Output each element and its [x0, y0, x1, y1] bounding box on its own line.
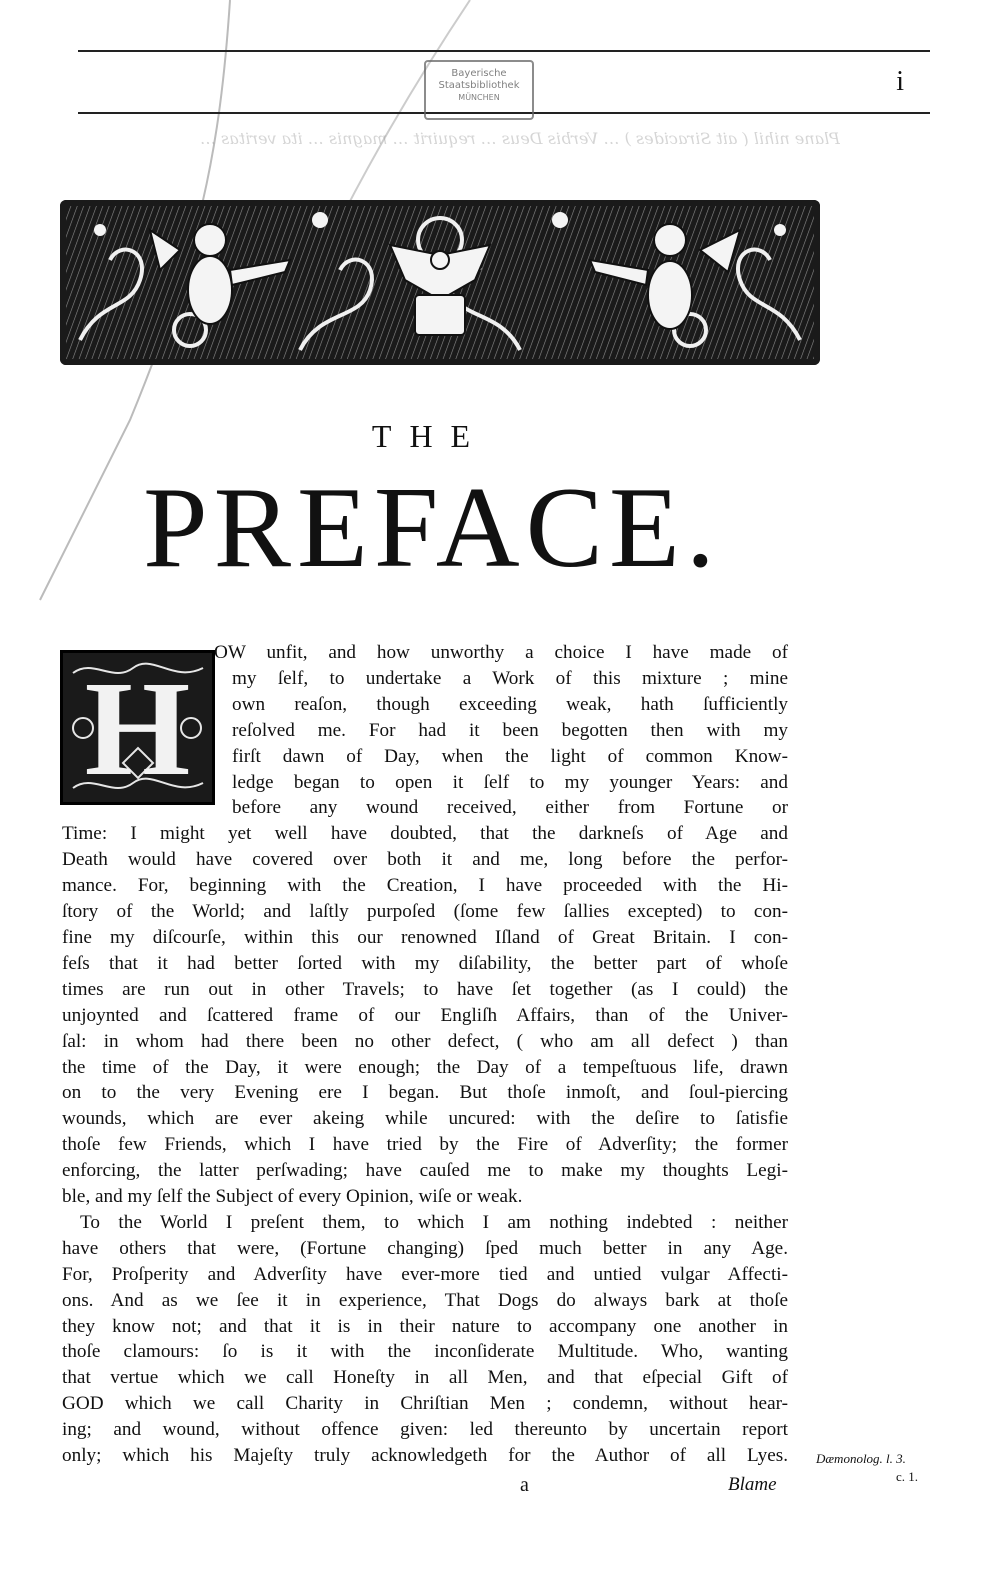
text-line: Death would have covered over both it and me, long before the perfor-	[62, 849, 788, 871]
text-line: fine my diſcourſe, within this our renowned Iſland of Great Britain. I con-	[62, 926, 788, 948]
woodcut-headpiece-icon	[60, 200, 820, 365]
text-line: mance. For, beginning with the Creation, I have proceeded with the Hi-	[62, 875, 788, 897]
text-line: thoſe few Friends, which I have tried by the Fire of Adverſity; the former	[62, 1134, 788, 1156]
page-number: i	[896, 66, 904, 97]
text-line: only; which his Majeſty truly acknowledgeth for the Author of all Lyes.	[62, 1445, 788, 1467]
title-the: THE	[371, 418, 489, 454]
margin-note-chapter: c. 1.	[896, 1469, 919, 1484]
text-line: firſt dawn of Day, when the light of common Know-	[232, 745, 788, 767]
stamp-line: MÜNCHEN	[458, 93, 500, 102]
text-line: before any wound received, either from Fortune or	[232, 797, 788, 819]
text-line: Time: I might yet well have doubted, that the darkneſs of Age and	[62, 823, 788, 845]
library-stamp	[424, 60, 534, 120]
preface-body	[62, 640, 788, 1469]
text-line: OW unfit, and how unworthy a choice I have made of	[214, 642, 788, 663]
text-line: ledge began to open it ſelf to my younger Years: and	[232, 771, 788, 793]
text-line: they know not; and that it is in their nature to accompany one another in	[62, 1315, 788, 1337]
text-line: ble, and my ſelf the Subject of every Opinion, wiſe or weak.	[62, 1186, 523, 1208]
stamp-line: Bayerische	[451, 68, 507, 79]
text-line: reſolved me. For had it been begotten then with my	[232, 719, 788, 741]
margin-note-source: Dæmonolog. l. 3.	[816, 1451, 906, 1466]
text-line: thoſe clamours: ſo is it with the inconſiderate Multitude. Who, wanting	[62, 1341, 788, 1363]
text-line: ſtory of the World; and laſtly purpoſed (ſome few ſallies excepted) to con-	[62, 901, 788, 923]
text-line: feſs that it had better ſorted with my diſability, the better part of whoſe	[62, 952, 788, 974]
bleed-through-text: Plane nihil ( ait Siracides ) … Verbis Deus … requirit … magnis … ita veritas …	[199, 129, 840, 148]
catchword: Blame	[728, 1474, 777, 1495]
text-line: To the World I preſent them, to which I am nothing indebted : neither	[80, 1211, 788, 1233]
text-line: own reaſon, though exceeding weak, hath ſufficiently	[232, 693, 788, 715]
text-line: ſal: in whom had there been no other defect, ( who am all defect ) than	[62, 1030, 788, 1052]
header-rule-top	[78, 50, 930, 52]
dropcap-letter: H	[84, 654, 191, 804]
text-line: times are run out in other Travels; to have ſet together (as I could) the	[62, 978, 788, 1000]
text-line: ons. And as we ſee it in experience, That Dogs do always bark at thoſe	[62, 1289, 788, 1311]
text-line: For, Proſperity and Adverſity have ever-more tied and untied vulgar Affecti-	[62, 1263, 788, 1285]
stamp-line: Staatsbibliothek	[438, 80, 520, 91]
text-line: on to the very Evening ere I began. But thoſe inmoſt, and ſoul-piercing	[62, 1082, 788, 1104]
text-line: GOD which we call Charity in Chriſtian Men ; condemn, without hear-	[62, 1393, 788, 1415]
text-line: ing; and wound, without offence given: led thereunto by uncertain report	[62, 1419, 788, 1441]
text-line: my ſelf, to undertake a Work of this mixture ; mine	[232, 667, 788, 689]
title-preface: PREFACE.	[143, 464, 721, 592]
text-line: wounds, which are ever akeing while uncured: with the deſire to ſatisfie	[62, 1108, 788, 1130]
text-line: that vertue which we call Honeſty in all Men, and that eſpecial Gift of	[62, 1367, 788, 1389]
text-line: have others that were, (Fortune changing) ſped much better in any Age.	[62, 1237, 788, 1259]
text-line: the time of the Day, it were enough; the Day of a tempeſtuous life, drawn	[62, 1056, 788, 1078]
signature-mark: a	[520, 1474, 529, 1496]
margin-note	[816, 1450, 918, 1486]
text-line: unjoynted and ſcattered frame of our Engliſh Affairs, than of the Univer-	[62, 1004, 788, 1026]
text-line: enforcing, the latter perſwading; have cauſed me to make my thoughts Legi-	[62, 1160, 788, 1182]
